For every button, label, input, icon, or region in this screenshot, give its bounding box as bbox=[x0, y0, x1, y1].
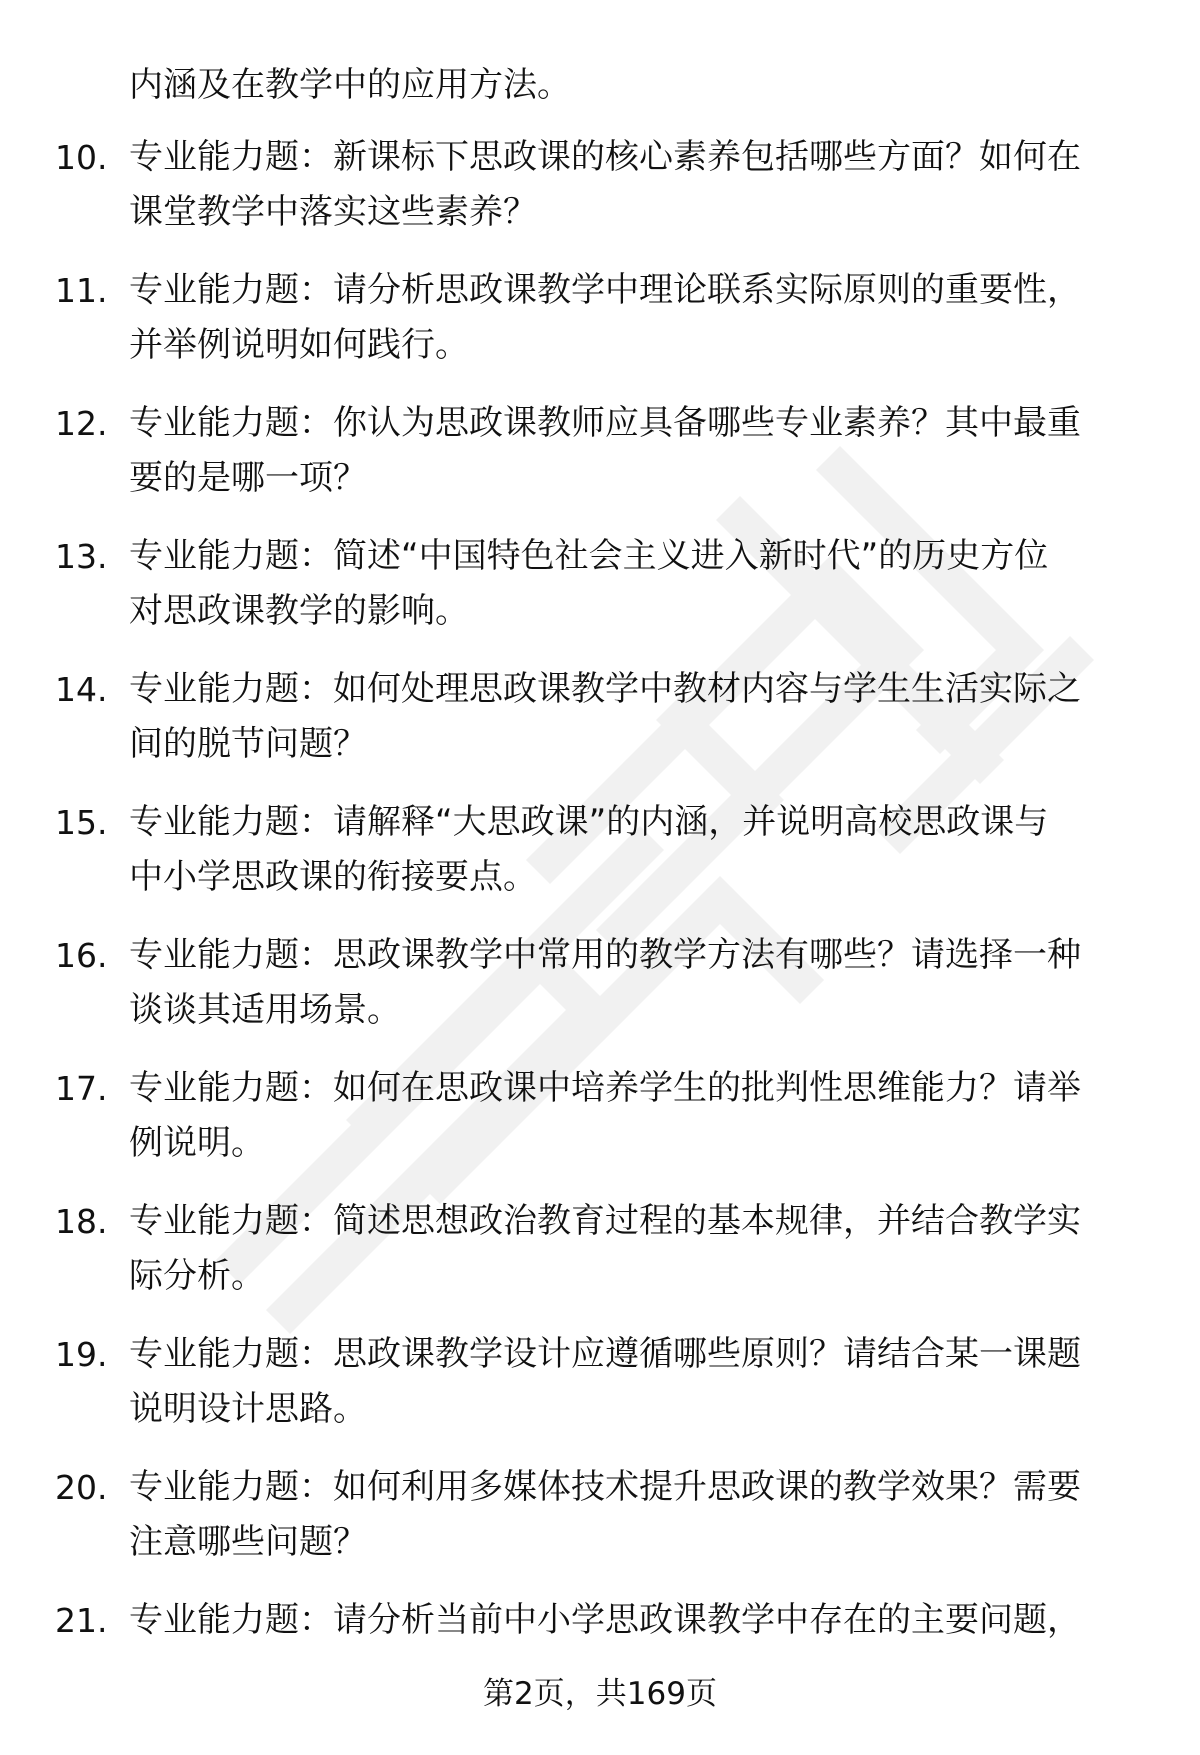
item-text-line: 专业能力题：请分析当前中小学思政课教学中存在的主要问题， bbox=[129, 1600, 1081, 1640]
item-text-line: 专业能力题：请解释“大思政课”的内涵，并说明高校思政课与 bbox=[129, 802, 1049, 842]
item-text-line: 专业能力题：思政课教学中常用的教学方法有哪些？请选择一种 bbox=[129, 935, 1081, 975]
list-item bbox=[55, 130, 1145, 240]
item-number: 14. bbox=[55, 670, 108, 709]
item-number: 19. bbox=[55, 1335, 108, 1374]
item-text-line: 间的脱节问题？ bbox=[129, 724, 367, 764]
item-number: 10. bbox=[55, 138, 108, 177]
item-number: 13. bbox=[55, 537, 108, 576]
item-text-line: 专业能力题：如何利用多媒体技术提升思政课的教学效果？需要 bbox=[129, 1467, 1081, 1507]
page-footer: 第2页，共169页 bbox=[483, 1676, 717, 1712]
item-text-line: 说明设计思路。 bbox=[129, 1389, 367, 1429]
item-text-line: 对思政课教学的影响。 bbox=[129, 591, 469, 631]
list-item bbox=[55, 529, 1145, 639]
list-item bbox=[55, 1194, 1145, 1304]
item-number: 16. bbox=[55, 936, 108, 975]
item-text-line: 际分析。 bbox=[129, 1256, 265, 1296]
item-number: 17. bbox=[55, 1069, 108, 1108]
item-text-line: 专业能力题：如何处理思政课教学中教材内容与学生生活实际之 bbox=[129, 669, 1081, 709]
item-text-line: 专业能力题：你认为思政课教师应具备哪些专业素养？其中最重 bbox=[129, 403, 1081, 443]
list-item bbox=[55, 1593, 1145, 1648]
item-number: 11. bbox=[55, 271, 108, 310]
item-number: 20. bbox=[55, 1468, 108, 1507]
item-text-line: 专业能力题：简述“中国特色社会主义进入新时代”的历史方位 bbox=[129, 536, 1049, 576]
continuation-line: 内涵及在教学中的应用方法。 bbox=[129, 65, 571, 105]
list-item bbox=[55, 396, 1145, 506]
item-text-line: 课堂教学中落实这些素养？ bbox=[129, 192, 537, 232]
item-text-line: 要的是哪一项？ bbox=[129, 458, 367, 498]
list-item bbox=[55, 1460, 1145, 1570]
list-item bbox=[55, 928, 1145, 1038]
item-text-line: 并举例说明如何践行。 bbox=[129, 325, 469, 365]
item-text-line: 专业能力题：新课标下思政课的核心素养包括哪些方面？如何在 bbox=[129, 137, 1081, 177]
item-number: 21. bbox=[55, 1601, 108, 1640]
item-text-line: 谈谈其适用场景。 bbox=[129, 990, 401, 1030]
item-text-line: 中小学思政课的衔接要点。 bbox=[129, 857, 537, 897]
question-list bbox=[55, 58, 1145, 1648]
item-number: 15. bbox=[55, 803, 108, 842]
list-item bbox=[55, 263, 1145, 373]
item-number: 18. bbox=[55, 1202, 108, 1241]
item-number: 12. bbox=[55, 404, 108, 443]
item-text-line: 注意哪些问题？ bbox=[129, 1522, 367, 1562]
list-item bbox=[55, 795, 1145, 905]
item-text-line: 专业能力题：请分析思政课教学中理论联系实际原则的重要性， bbox=[129, 270, 1081, 310]
item-text-line: 专业能力题：思政课教学设计应遵循哪些原则？请结合某一课题 bbox=[129, 1334, 1081, 1374]
item-text-line: 专业能力题：简述思想政治教育过程的基本规律，并结合教学实 bbox=[129, 1201, 1081, 1241]
list-item bbox=[55, 662, 1145, 772]
item-text-line: 专业能力题：如何在思政课中培养学生的批判性思维能力？请举 bbox=[129, 1068, 1081, 1108]
list-item bbox=[55, 1061, 1145, 1171]
list-item bbox=[55, 1327, 1145, 1437]
item-text-line: 例说明。 bbox=[129, 1123, 265, 1163]
